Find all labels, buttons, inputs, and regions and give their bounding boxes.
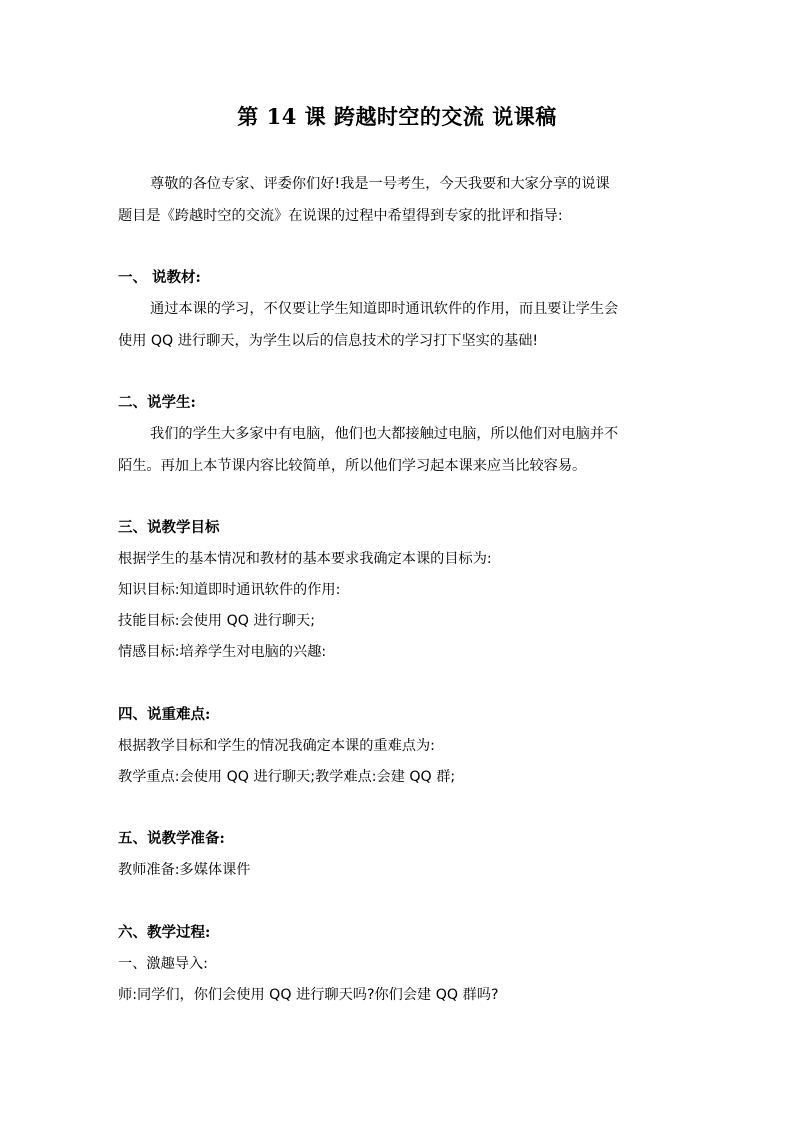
section-heading-students: 二、说学生: — [118, 394, 196, 411]
section-objectives-line-1: 根据学生的基本情况和教材的基本要求我确定本课的目标为: — [118, 551, 492, 567]
section-preparation-line-1: 教师准备:多媒体课件 — [118, 862, 251, 878]
section-objectives-line-4: 情感目标:培养学生对电脑的兴趣: — [118, 644, 327, 660]
section-students-line-2: 陌生。再加上本节课内容比较简单，所以他们学习起本课来应当比较容易。 — [118, 458, 587, 474]
section-heading-key-points: 四、说重难点: — [118, 706, 211, 723]
section-objectives-line-3: 技能目标:会使用 QQ 进行聊天; — [118, 613, 315, 629]
intro-line-1: 尊敬的各位专家、评委你们好!我是一号考生，今天我要和大家分享的说课 — [150, 176, 610, 192]
section-heading-textbook: 一、 说教材: — [118, 269, 201, 286]
section-key-points-line-2: 教学重点:会使用 QQ 进行聊天;教学难点:会建 QQ 群; — [118, 769, 456, 785]
section-heading-preparation: 五、说教学准备: — [118, 830, 225, 847]
intro-line-2: 题目是《跨越时空的交流》在说课的过程中希望得到专家的批评和指导: — [118, 208, 563, 224]
section-process-line-1: 一、激趣导入: — [118, 956, 208, 972]
section-heading-process: 六、教学过程: — [118, 924, 211, 941]
section-objectives-line-2: 知识目标:知道即时通讯软件的作用: — [118, 582, 341, 598]
section-students-line-1: 我们的学生大多家中有电脑，他们也大都接触过电脑，所以他们对电脑并不 — [150, 426, 619, 442]
section-heading-objectives: 三、说教学目标 — [118, 519, 220, 536]
section-key-points-line-1: 根据教学目标和学生的情况我确定本课的重难点为: — [118, 738, 435, 754]
section-process-line-2: 师:同学们，你们会使用 QQ 进行聊天吗?你们会建 QQ 群吗? — [118, 987, 499, 1003]
section-textbook-line-2: 使用 QQ 进行聊天，为学生以后的信息技术的学习打下坚实的基础! — [118, 333, 539, 349]
document-title: 第 14 课 跨越时空的交流 说课稿 — [237, 104, 557, 129]
section-textbook-line-1: 通过本课的学习，不仅要让学生知道即时通讯软件的作用，而且要让学生会 — [150, 301, 619, 317]
